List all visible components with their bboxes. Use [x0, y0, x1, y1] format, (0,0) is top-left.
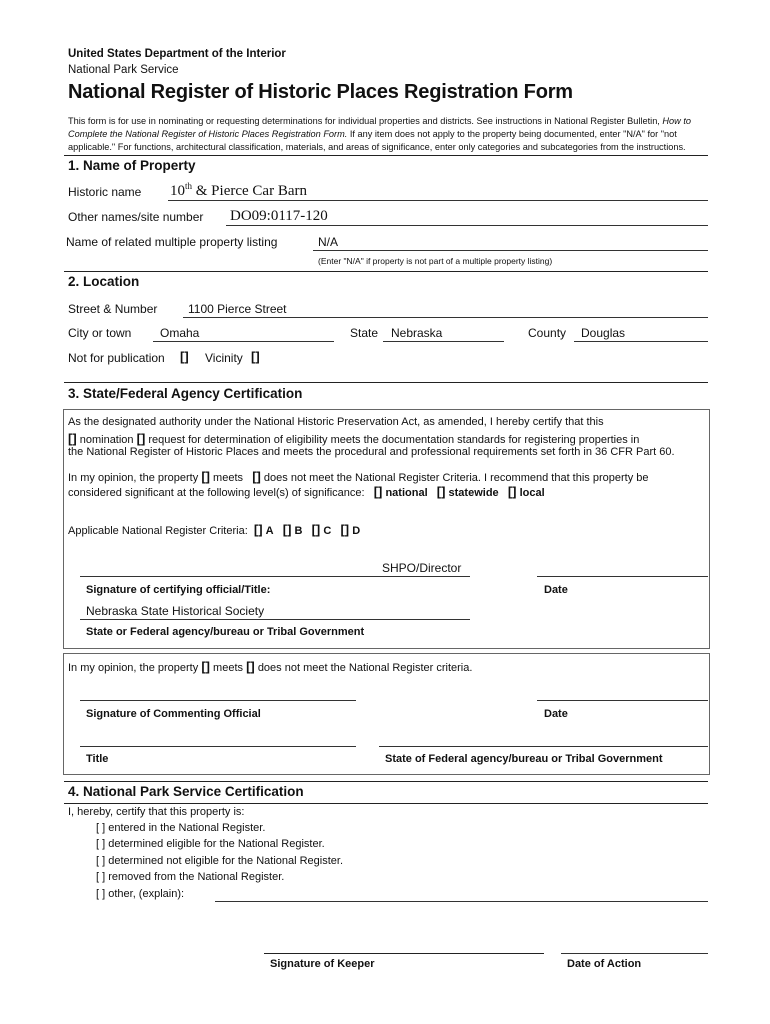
cert-opinion-line: In my opinion, the property [] meets [] does not meet the National Register Criteria. I recommend that this property be — [68, 469, 649, 484]
not-for-publication-checkbox[interactable]: [] — [180, 349, 189, 364]
section-1-title: 1. Name of Property — [68, 158, 196, 173]
historic-name-field[interactable]: 10th & Pierce Car Barn — [170, 181, 307, 199]
does-not-meet-checkbox[interactable]: [] — [252, 469, 261, 484]
service-name: National Park Service — [68, 64, 179, 76]
comment-opinion-line: In my opinion, the property [] meets [] does not meet the National Register criteria. — [68, 659, 473, 674]
comment-date-line — [537, 700, 708, 701]
comment-title-label: Title — [86, 753, 109, 765]
nps-option-not-eligible[interactable]: [ ] determined not eligible for the National Register. — [96, 855, 344, 867]
comment-signature-label: Signature of Commenting Official — [86, 708, 261, 720]
mpl-label: Name of related multiple property listing — [66, 235, 278, 249]
street-field[interactable]: 1100 Pierce Street — [188, 302, 287, 316]
county-label: County — [528, 326, 567, 340]
county-field[interactable]: Douglas — [581, 326, 626, 340]
other-names-field[interactable]: DO09:0117-120 — [230, 208, 328, 224]
cert-line-1: As the designated authority under the National Historic Preservation Act, as amended, I hereby certify that this — [68, 416, 604, 428]
mpl-field[interactable]: N/A — [318, 235, 339, 249]
section-3-title: 3. State/Federal Agency Certification — [68, 386, 303, 401]
section-4-title: 4. National Park Service Certification — [68, 784, 304, 799]
section-2-title: 2. Location — [68, 274, 140, 289]
action-date-line — [561, 953, 708, 954]
national-checkbox[interactable]: [] — [373, 484, 383, 499]
street-label: Street & Number — [68, 302, 158, 316]
signature-line — [80, 576, 470, 577]
agency-field[interactable]: Nebraska State Historical Society — [86, 604, 265, 618]
comment-signature-line — [80, 700, 356, 701]
shpo-title-value[interactable]: SHPO/Director — [382, 561, 462, 575]
divider — [64, 382, 708, 383]
divider — [64, 271, 708, 272]
cert-significance-line: considered significant at the following level(s) of significance: [] national [] statewide [] local — [68, 484, 545, 499]
city-label: City or town — [68, 326, 132, 340]
explain-line — [215, 901, 708, 902]
nps-option-eligible[interactable]: [ ] determined eligible for the National Register. — [96, 838, 325, 850]
underline — [226, 225, 708, 226]
criteria-d-checkbox[interactable]: [] — [340, 522, 350, 537]
comment-does-not-meet-checkbox[interactable]: [] — [246, 659, 255, 674]
form-instructions: This form is for use in nominating or requesting determinations for individual properties and districts. See instructions in National Register Bulletin, How to Complete the National Register of Historic Places Registration Form. If any item does not apply to the property being documented, enter "N/A" for "not applicable." For functions, architectural classification, materials, and areas of significance, enter only categories and subcategories from the instructions. — [68, 116, 692, 152]
divider — [64, 803, 708, 804]
form-title: National Register of Historic Places Registration Form — [68, 81, 573, 103]
underline — [574, 341, 708, 342]
keeper-signature-line — [264, 953, 544, 954]
comment-title-line — [80, 746, 356, 747]
nomination-checkbox[interactable]: [] — [68, 431, 77, 446]
historic-name-label: Historic name — [68, 185, 142, 199]
keeper-signature-label: Signature of Keeper — [270, 958, 375, 970]
comment-date-label: Date — [544, 708, 568, 720]
agency-line — [80, 619, 470, 620]
cert-line-3: the National Register of Historic Places and meets the procedural and professional requirements set forth in 36 CFR Part 60. — [68, 446, 675, 458]
cert-line-2: [] nomination [] request for determination of eligibility meets the documentation standards for registering properties in — [68, 431, 640, 446]
criteria-a-checkbox[interactable]: [] — [253, 522, 263, 537]
underline — [168, 200, 708, 201]
mpl-note: (Enter "N/A" if property is not part of a multiple property listing) — [318, 256, 553, 266]
nps-option-other[interactable]: [ ] other, (explain): — [96, 888, 185, 900]
other-names-label: Other names/site number — [68, 210, 204, 224]
city-field[interactable]: Omaha — [160, 326, 200, 340]
underline — [383, 341, 504, 342]
nps-cert-intro: I, hereby, certify that this property is: — [68, 806, 245, 818]
statewide-checkbox[interactable]: [] — [436, 484, 446, 499]
comment-agency-label: State of Federal agency/bureau or Tribal Government — [385, 753, 663, 765]
divider — [64, 155, 708, 156]
underline — [183, 317, 708, 318]
underline — [313, 250, 708, 251]
request-checkbox[interactable]: [] — [136, 431, 146, 446]
underline — [153, 341, 334, 342]
criteria-b-checkbox[interactable]: [] — [282, 522, 292, 537]
signature-label: Signature of certifying official/Title: — [86, 584, 271, 596]
vicinity-label: Vicinity — [205, 351, 243, 365]
divider — [64, 781, 708, 782]
department-name: United States Department of the Interior — [68, 48, 286, 60]
nps-option-entered[interactable]: [ ] entered in the National Register. — [96, 822, 266, 834]
agency-label: State or Federal agency/bureau or Tribal Government — [86, 626, 365, 638]
nps-option-removed[interactable]: [ ] removed from the National Register. — [96, 871, 285, 883]
state-field[interactable]: Nebraska — [391, 326, 443, 340]
date-label: Date — [544, 584, 568, 596]
local-checkbox[interactable]: [] — [507, 484, 517, 499]
date-line — [537, 576, 708, 577]
state-label: State — [350, 326, 379, 340]
vicinity-checkbox[interactable]: [] — [251, 349, 260, 364]
criteria-line: Applicable National Register Criteria: [] A [] B [] C [] D — [68, 522, 361, 537]
comment-agency-line — [379, 746, 708, 747]
not-for-publication-label: Not for publication — [68, 351, 165, 365]
action-date-label: Date of Action — [567, 958, 642, 970]
comment-meets-checkbox[interactable]: [] — [201, 659, 210, 674]
criteria-c-checkbox[interactable]: [] — [311, 522, 321, 537]
meets-checkbox[interactable]: [] — [201, 469, 210, 484]
